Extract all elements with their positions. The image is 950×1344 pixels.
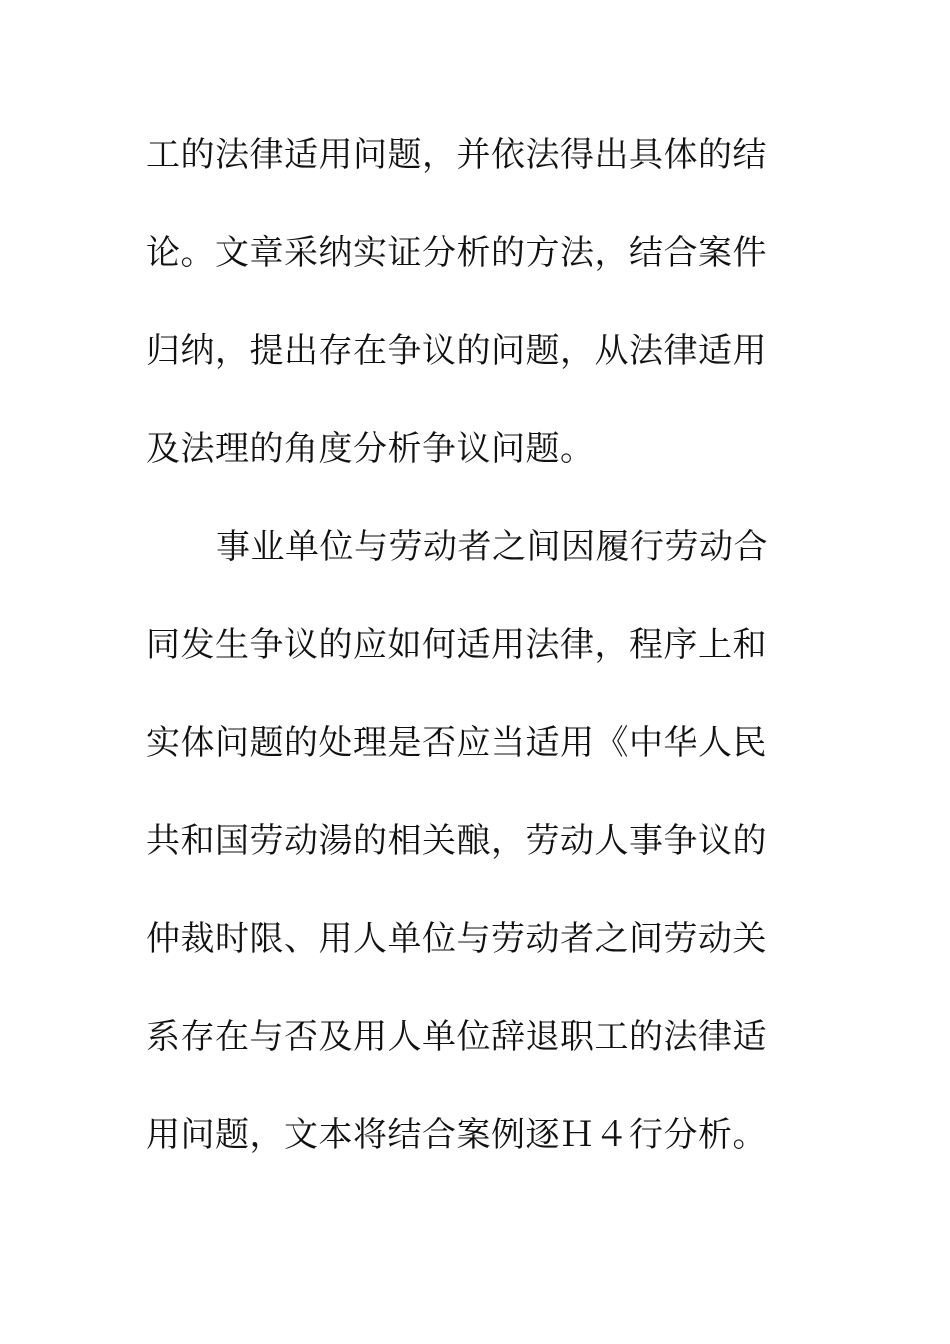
- body-text: [146, 126, 786, 1204]
- text-line: 用问题，文本将结合案例逐Ｈ４行分析。: [146, 1115, 767, 1155]
- text-line: 论。文章采纳实证分析的方法，结合案件: [146, 233, 767, 273]
- text-line: 实体问题的处理是否应当适用《中华人民: [146, 723, 767, 763]
- paragraph-first-line: 事业单位与劳动者之间因履行劳动合: [216, 527, 768, 567]
- text-line: 及法理的角度分析争议问题。: [146, 429, 595, 469]
- text-line: 同发生争议的应如何适用法律，程序上和: [146, 625, 767, 665]
- text-line: 仲裁时限、用人单位与劳动者之间劳动关: [146, 919, 767, 959]
- text-line: 工的法律适用问题，并依法得出具体的结: [146, 135, 767, 175]
- text-line: 系存在与否及用人单位辞退职工的法律适: [146, 1017, 767, 1057]
- text-line: 共和国劳动湯的相关酿，劳动人事争议的: [146, 821, 767, 861]
- text-line: 归纳，提出存在争议的问题，从法律适用: [146, 331, 767, 371]
